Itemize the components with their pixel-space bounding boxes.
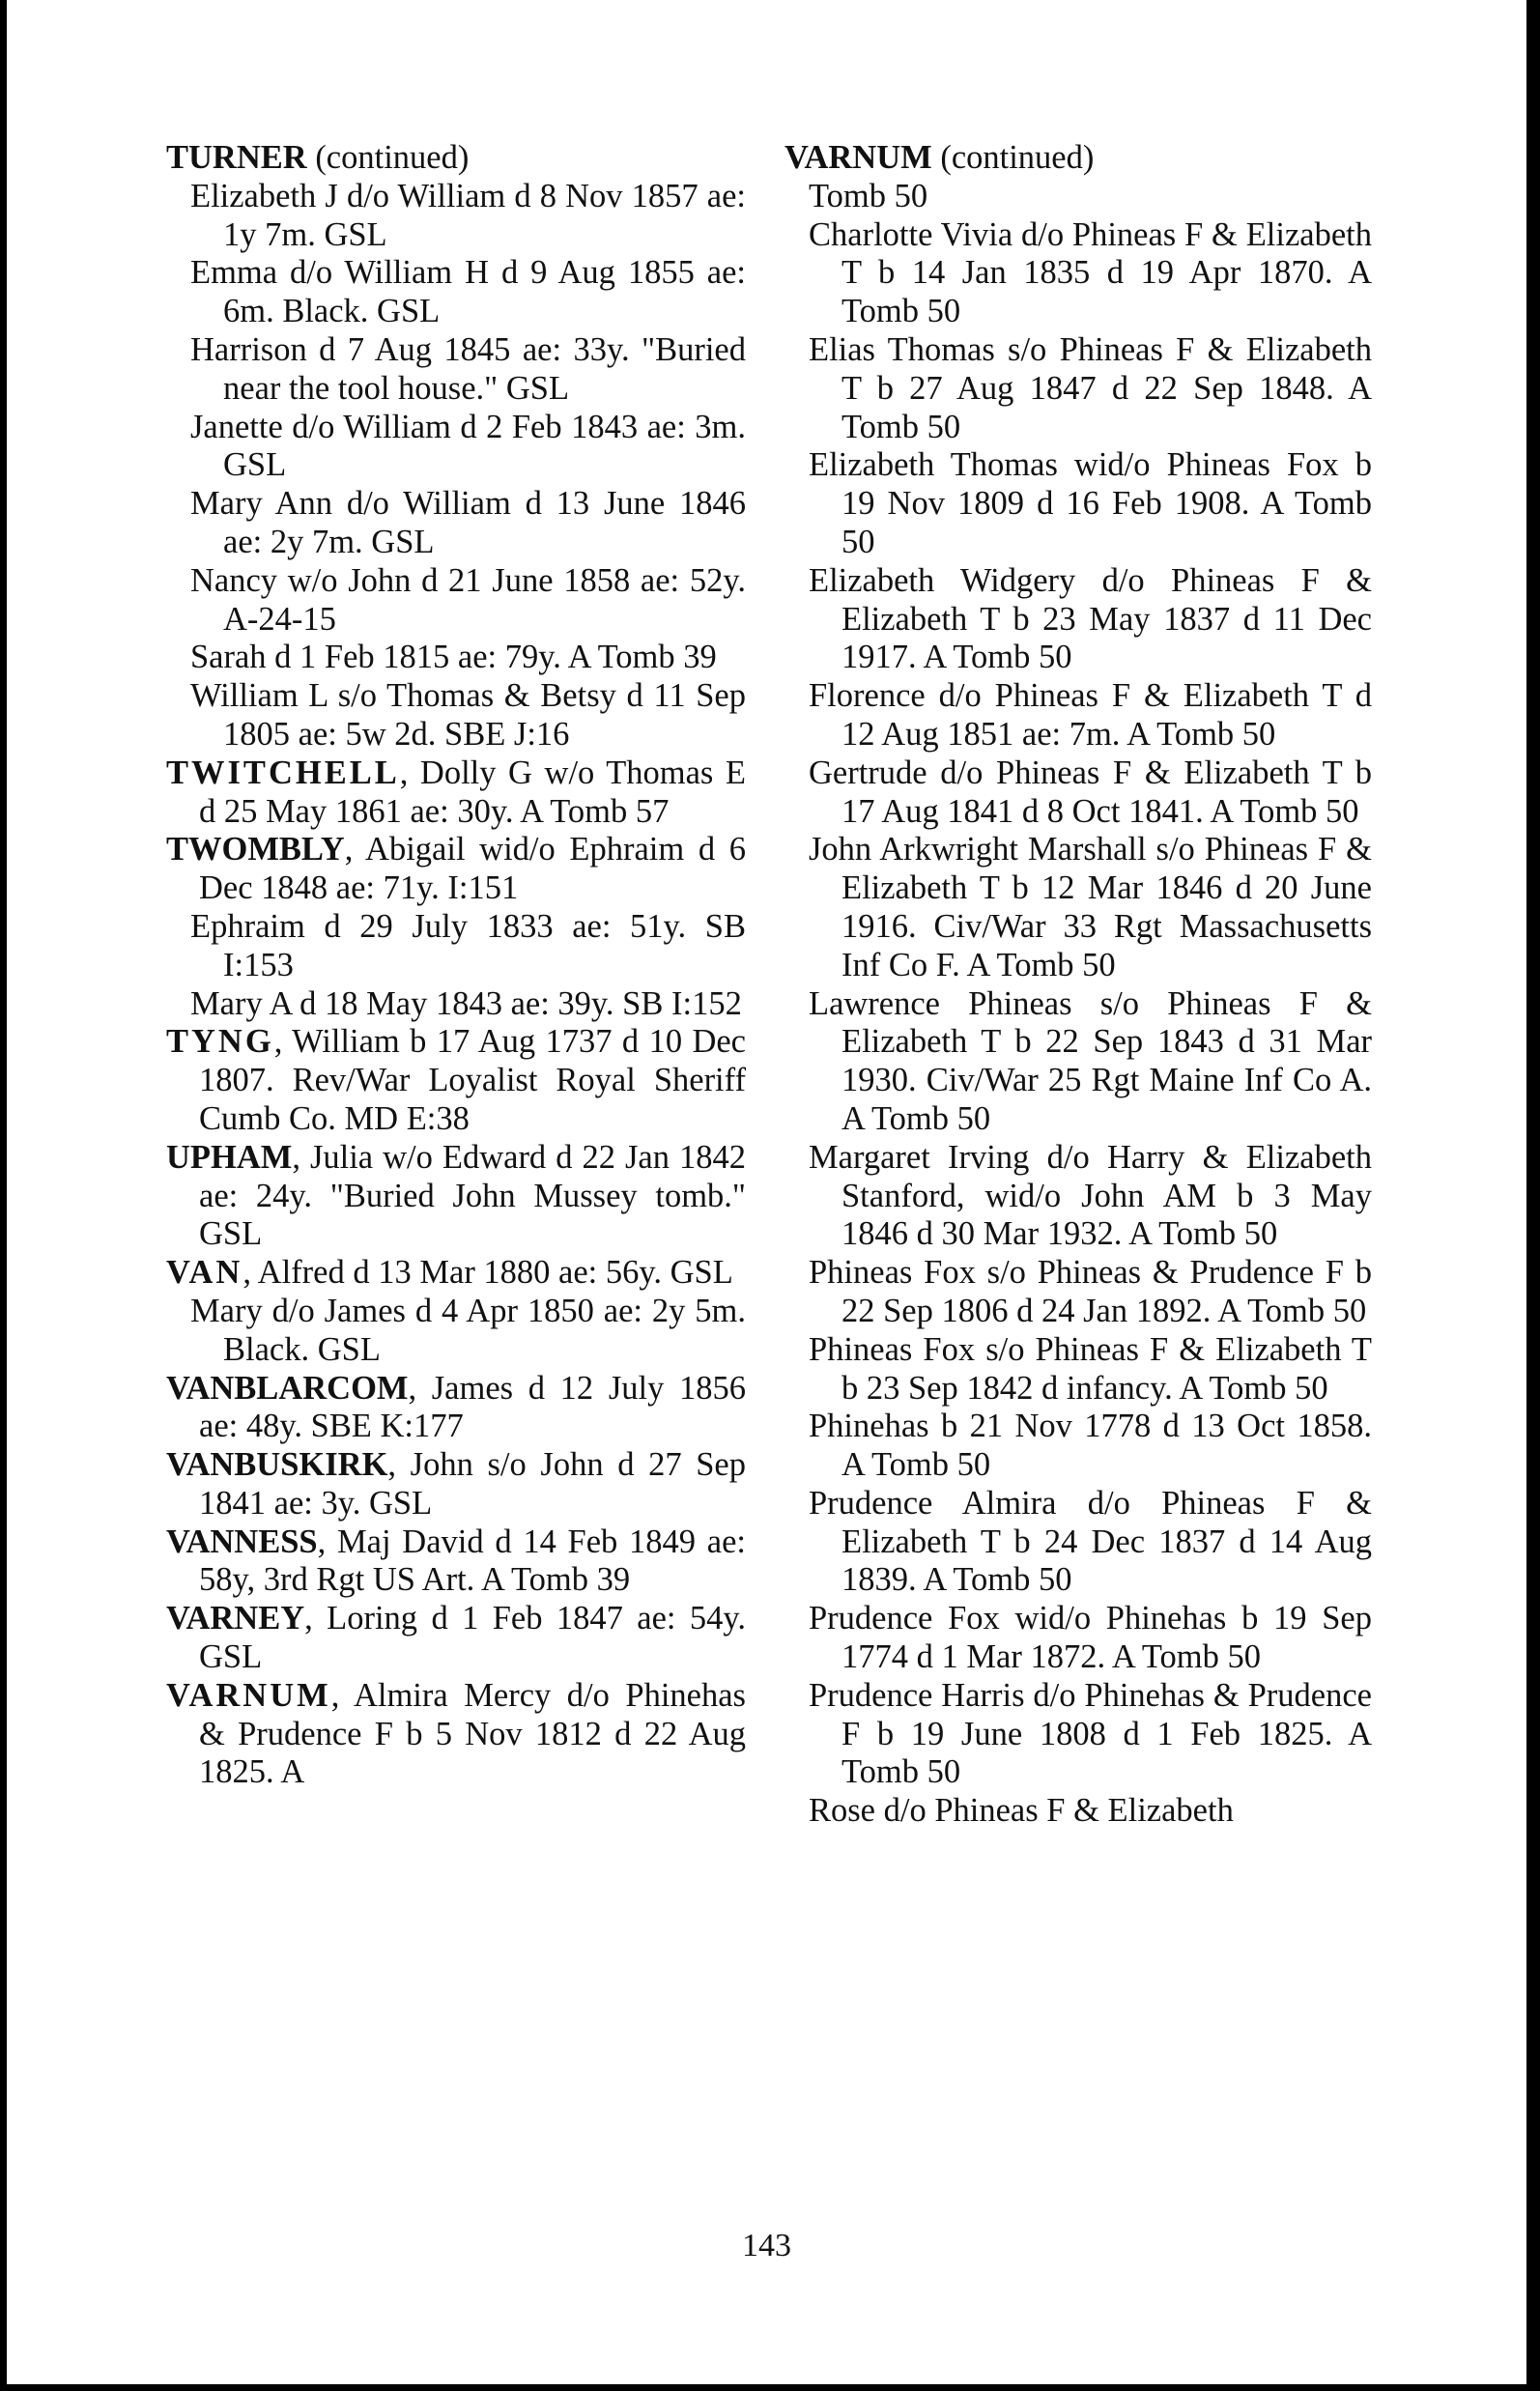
sub-entry: [784, 331, 1372, 446]
sub-entry: [784, 1331, 1372, 1409]
entry-text: , Julia w/o Edward d 22 Jan 1842 ae: 24y. "Buried John Mussey tomb." GSL: [199, 1138, 746, 1253]
entry-text: William L s/o Thomas & Betsy d 11 Sep 1805 ae: 5w 2d. SBE J:16: [190, 677, 746, 753]
surname: TYNG: [166, 1023, 274, 1061]
surname: TWITCHELL: [166, 754, 400, 791]
entry-text: Elizabeth J d/o William d 8 Nov 1857 ae: 1y 7m. GSL: [190, 177, 746, 253]
entry-text: Elias Thomas s/o Phineas F & Elizabeth T b 27 Aug 1847 d 22 Sep 1848. A Tomb 50: [809, 330, 1372, 445]
page-number: 143: [742, 2228, 791, 2263]
entry-text: Ephraim d 29 July 1833 ae: 51y. SB I:153: [190, 907, 746, 983]
entry-text: , Maj David d 14 Feb 1849 ae: 58y, 3rd Rgt US Art. A Tomb 39: [199, 1523, 746, 1599]
sub-entry: [166, 409, 746, 486]
continued-surname: TURNER: [166, 139, 307, 176]
entry-text: Janette d/o William d 2 Feb 1843 ae: 3m. GSL: [190, 408, 746, 484]
sub-entry: [784, 1139, 1372, 1254]
continued-label: (continued): [306, 139, 470, 176]
entry-text: , Almira Mercy d/o Phinehas & Prudence F b 5 Nov 1812 d 22 Aug 1825. A: [199, 1676, 746, 1791]
entry-text: Emma d/o William H d 9 Aug 1855 ae: 6m. Black. GSL: [190, 254, 746, 330]
entry-text: Tomb 50: [809, 177, 928, 214]
left-column: [166, 139, 746, 1792]
surname-entry: [166, 1139, 746, 1254]
entry-text: Phinehas b 21 Nov 1778 d 13 Oct 1858. A Tomb 50: [809, 1408, 1372, 1484]
sub-entry: [784, 754, 1372, 832]
surname-entry: [166, 1370, 746, 1447]
entry-text: , Dolly G w/o Thomas E d 25 May 1861 ae: 30y. A Tomb 57: [199, 754, 746, 830]
entry-text: , William b 17 Aug 1737 d 10 Dec 1807. Rev/War Loyalist Royal Sheriff Cumb Co. MD E:38: [199, 1023, 746, 1137]
sub-entry: [784, 1254, 1372, 1331]
surname-entry: [166, 1600, 746, 1677]
entry-text: Nancy w/o John d 21 June 1858 ae: 52y. A-24-15: [190, 561, 746, 638]
entry-text: Mary A d 18 May 1843 ae: 39y. SB I:152: [190, 984, 742, 1022]
sub-entry: [166, 985, 746, 1024]
sub-entry: [784, 985, 1372, 1139]
surname: UPHAM: [166, 1138, 293, 1176]
surname: VARNEY: [166, 1600, 305, 1637]
entry-text: John Arkwright Marshall s/o Phineas F & Elizabeth T b 12 Mar 1846 d 20 June 1916. Civ/War 33 Rgt Massachusetts Inf Co F. A Tomb 50: [809, 831, 1372, 983]
continued-header: [784, 139, 1372, 178]
sub-entry: [784, 831, 1372, 984]
entry-text: Prudence Harris d/o Phinehas & Prudence F b 19 June 1808 d 1 Feb 1825. A Tomb 50: [809, 1676, 1372, 1791]
sub-entry: [166, 331, 746, 409]
entry-text: Elizabeth Thomas wid/o Phineas Fox b 19 Nov 1809 d 16 Feb 1908. A Tomb 50: [809, 446, 1372, 560]
surname-entry: [166, 1677, 746, 1792]
entry-text: , John s/o John d 27 Sep 1841 ae: 3y. GSL: [199, 1446, 746, 1522]
sub-entry: [166, 254, 746, 331]
entry-text: Mary Ann d/o William d 13 June 1846 ae: 2y 7m. GSL: [190, 485, 746, 560]
sub-entry: [166, 677, 746, 754]
surname: VANNESS: [166, 1523, 318, 1560]
sub-entry: [784, 1677, 1372, 1792]
sub-entry: [784, 178, 1372, 216]
entry-text: Phineas Fox s/o Phineas F & Elizabeth T b 23 Sep 1842 d infancy. A Tomb 50: [809, 1330, 1372, 1407]
entry-text: Elizabeth Widgery d/o Phineas F & Elizabeth T b 23 May 1837 d 11 Dec 1917. A Tomb 50: [809, 561, 1372, 676]
surname-entry: [166, 1446, 746, 1523]
surname: VAN: [166, 1254, 243, 1292]
continued-surname: VARNUM: [784, 139, 932, 176]
sub-entry: [166, 908, 746, 985]
sub-entry: [166, 178, 746, 255]
sub-entry: [166, 562, 746, 640]
entry-text: , Abigail wid/o Ephraim d 6 Dec 1848 ae: 71y. I:151: [199, 831, 746, 907]
continued-header: [166, 139, 746, 178]
entry-text: , Loring d 1 Feb 1847 ae: 54y. GSL: [199, 1600, 746, 1676]
sub-entry: [784, 1408, 1372, 1485]
sub-entry: [784, 677, 1372, 754]
entry-list: [784, 178, 1372, 1831]
surname-entry: [166, 754, 746, 832]
entry-text: Lawrence Phineas s/o Phineas F & Elizabeth T b 22 Sep 1843 d 31 Mar 1930. Civ/War 25 Rgt Maine Inf Co A. A Tomb 50: [809, 984, 1372, 1137]
entry-text: Charlotte Vivia d/o Phineas F & Elizabeth T b 14 Jan 1835 d 19 Apr 1870. A Tomb 50: [809, 215, 1372, 330]
surname: VANBUSKIRK: [166, 1446, 388, 1484]
sub-entry: [784, 1485, 1372, 1600]
surname-entry: [166, 831, 746, 908]
entry-text: Phineas Fox s/o Phineas & Prudence F b 22 Sep 1806 d 24 Jan 1892. A Tomb 50: [809, 1254, 1372, 1329]
entry-text: Margaret Irving d/o Harry & Elizabeth Stanford, wid/o John AM b 3 May 1846 d 30 Mar 1932. A Tomb 50: [809, 1138, 1372, 1253]
continued-label: (continued): [931, 139, 1095, 176]
entry-text: Gertrude d/o Phineas F & Elizabeth T b 17 Aug 1841 d 8 Oct 1841. A Tomb 50: [809, 754, 1372, 830]
entry-text: Florence d/o Phineas F & Elizabeth T d 12 Aug 1851 ae: 7m. A Tomb 50: [809, 677, 1372, 753]
surname: TWOMBLY: [166, 831, 345, 868]
sub-entry: [784, 1792, 1372, 1831]
entry-text: Prudence Fox wid/o Phinehas b 19 Sep 1774 d 1 Mar 1872. A Tomb 50: [809, 1600, 1372, 1676]
entry-text: Harrison d 7 Aug 1845 ae: 33y. "Buried near the tool house." GSL: [190, 330, 746, 407]
sub-entry: [784, 216, 1372, 331]
entry-text: Prudence Almira d/o Phineas F & Elizabeth T b 24 Dec 1837 d 14 Aug 1839. A Tomb 50: [809, 1484, 1372, 1599]
sub-entry: [784, 1600, 1372, 1677]
sub-entry: [166, 1293, 746, 1370]
sub-entry: [166, 485, 746, 562]
entry-text: , James d 12 July 1856 ae: 48y. SBE K:177: [199, 1369, 746, 1445]
surname: VARNUM: [166, 1676, 331, 1714]
right-column: [784, 139, 1372, 1831]
entry-text: , Alfred d 13 Mar 1880 ae: 56y. GSL: [242, 1254, 733, 1292]
entry-list: [166, 178, 746, 1792]
entry-text: Rose d/o Phineas F & Elizabeth: [809, 1792, 1234, 1830]
entry-text: Mary d/o James d 4 Apr 1850 ae: 2y 5m. Black. GSL: [190, 1292, 746, 1368]
entry-text: Sarah d 1 Feb 1815 ae: 79y. A Tomb 39: [190, 639, 717, 676]
surname-entry: [166, 1523, 746, 1601]
surname-entry: [166, 1023, 746, 1138]
sub-entry: [784, 446, 1372, 561]
surname: VANBLARCOM: [166, 1369, 409, 1407]
sub-entry: [784, 562, 1372, 677]
sub-entry: [166, 639, 746, 677]
surname-entry: [166, 1254, 746, 1293]
